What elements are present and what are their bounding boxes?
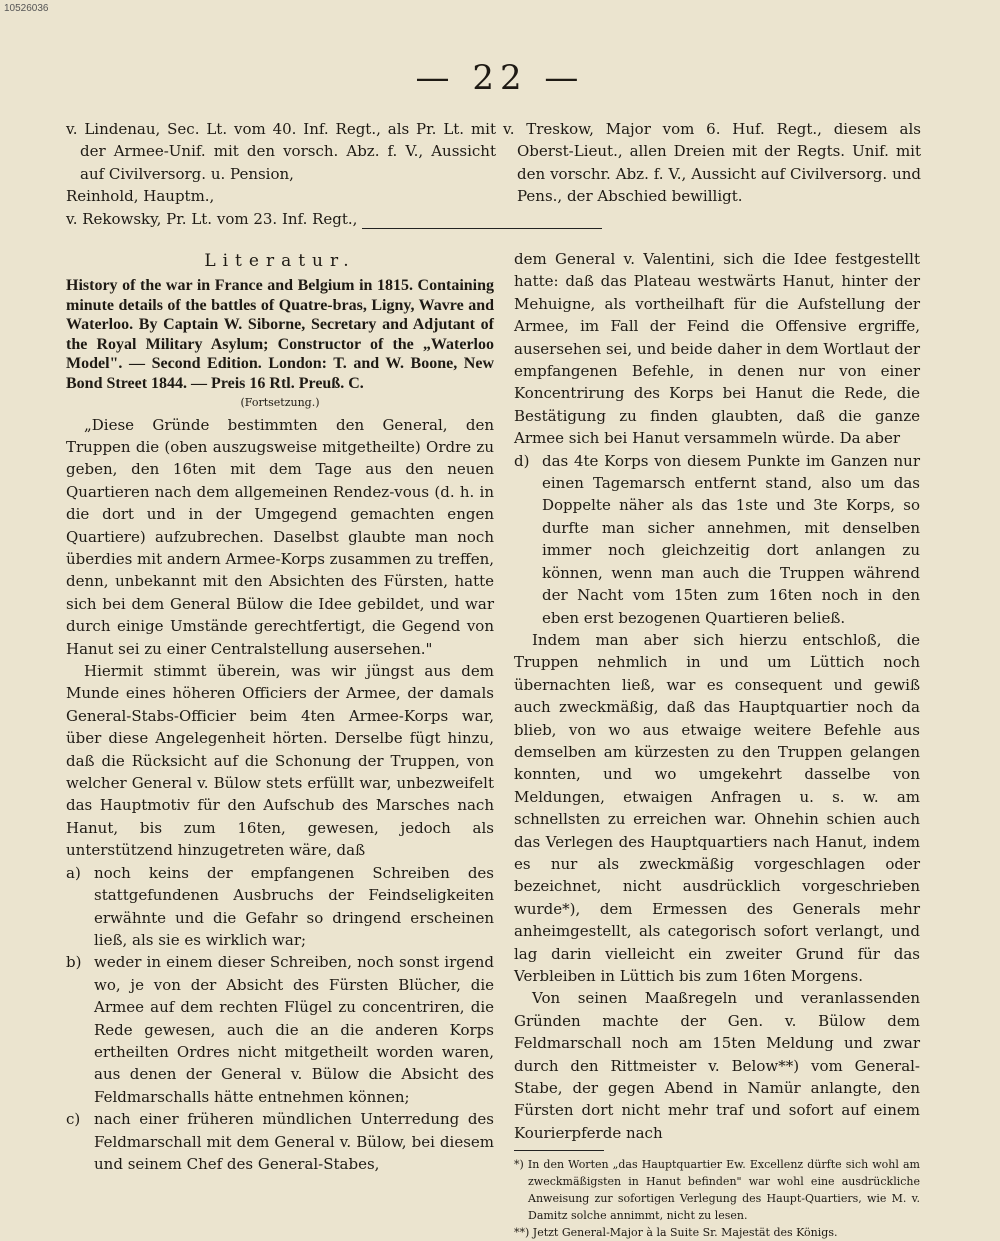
right-column — [514, 248, 920, 1241]
notice-entry-rekowsky: v. Rekowsky, Pr. Lt. vom 23. Inf. Regt., — [66, 209, 358, 228]
list-text: nach einer früheren mündlichen Unterredung des Feldmarschall mit dem General v. Bülow, bei diesem und seinem Chef des General-Stabes, — [94, 1110, 494, 1173]
notice-entry-treskow: v. Treskow, Major vom 6. Huf. Regt., diesem als Oberst-Lieut., allen Dreien mit der Regts. Unif. mit den vorschr. Abz. f. V., Aussicht auf Civilversorg. und Pens., der Abschied bewilligt. — [503, 120, 921, 206]
notice-entry-reinhold: Reinhold, Hauptm., — [66, 187, 215, 206]
shelfmark: 10526036 — [4, 3, 49, 14]
list-item — [66, 862, 494, 952]
paragraph: dem General v. Valentini, sich die Idee festgestellt hatte: daß das Plateau westwärts Hanut, hinter der Mehuigne, als vortheilhaft für die Aufstellung der Armee, im Fall der Feind die Offensive ergriffe, ausersehen sei, und beide daher in dem Wortlaut der empfangenen Befehle, in denen nur von einer Koncentrirung des Korps bei Hanut die Rede, die Bestätigung zu finden glaubten, daß die ganze Armee sich bei Hanut versammeln würde. Da aber — [514, 250, 920, 448]
footnote: *) In den Worten „das Hauptquartier Ew. Excellenz dürfte sich wohl am zweckmäßigsten in Hanut befinden" war wohl eine ausdrückliche Anweisung zur sofortigen Verlegung des Haupt-Quartiers, wie M. v. Damitz solche annimmt, nicht zu lesen. — [514, 1158, 920, 1223]
paragraph: Von seinen Maaßregeln und veranlassenden Gründen machte der Gen. v. Bülow dem Feldmarschall noch am 15ten Meldung und zwar durch den Rittmeister v. Below**) vom General-Stabe, der gegen Abend in Namür anlangte, den Fürsten dort nicht mehr traf und sofort auf einem Kourierpferde nach — [514, 989, 920, 1142]
paragraph: Hiermit stimmt überein, was wir jüngst aus dem Munde eines höheren Officiers der Armee, der damals General-Stabs-Officier beim 4ten Armee-Korps war, über diese Angelegenheit hörten. Derselbe fügt hinzu, daß die Rücksicht auf die Schonung der Truppen, von welcher General v. Bülow stets erfüllt war, unbezweifelt das Hauptmotiv für den Aufschub des Marsches nach Hanut, bis zum 16ten, gewesen, jedoch als unterstützend hinzugetreten wäre, daß — [66, 662, 494, 860]
list-item — [66, 1108, 494, 1175]
list-label: d) — [514, 451, 530, 470]
list-label: a) — [66, 863, 81, 882]
paragraph: „Diese Gründe bestimmten den General, den Truppen die (oben auszugsweise mitgetheilte) Ordre zu geben, den 16ten mit dem Tage aus den neuen Quartieren nach dem allgemeinen Rendez-vous (d. h. in die dort und in der Umgegend gemachten engen Quartiere) aufzubrechen. Daselbst glaubte man noch überdies mit andern Armee-Korps zusammen zu treffen, denn, unbekannt mit den Absichten des Fürsten, hatte sich bei dem General Bülow die Idee gebildet, und war durch einige Umstände gerechtfertigt, die Gegend von Hanut sei zu einer Centralstellung ausersehen." — [66, 415, 494, 658]
list-text: noch keins der empfangenen Schreiben des stattgefundenen Ausbruchs der Feindseligkeiten erwähnte und die Gefahr so dringend erscheinen ließ, als sie es wirklich war; — [94, 863, 494, 949]
list-label: b) — [66, 953, 82, 972]
notice-entry-lindenau: v. Lindenau, Sec. Lt. vom 40. Inf. Regt., als Pr. Lt. mit der Armee-Unif. mit den vorsch. Abz. f. V., Aussicht auf Civilversorg. u. Pension, — [66, 120, 496, 183]
top-right-column — [503, 118, 921, 208]
footnote: **) Jetzt General-Major à la Suite Sr. Majestät des Königs. — [514, 1226, 838, 1240]
list-item — [66, 951, 494, 1108]
book-title: History of the war in France and Belgium in 1815. Containing minute details of the battles of Quatre-bras, Ligny, Wavre and Waterloo. By Captain W. Siborne, Secretary and Adjutant of the Royal Military Asylum; Constructor of the „Waterloo Model". — Second Edition. London: T. and W. Boone, New Bond Street 1844. — Preis 16 Rtl. Preuß. C. — [66, 277, 494, 392]
list-label: c) — [66, 1110, 81, 1129]
list-text: das 4te Korps von diesem Punkte im Ganzen nur einen Tagemarsch entfernt stand, also um das Doppelte näher als das 1ste und 3te Korps, so durfte man sicher annehmen, mit denselben immer noch gleichzeitig dort anlangen zu können, wenn man auch die Truppen während der Nacht vom 15ten zum 16ten noch in den eben erst bezogenen Quartieren beließ. — [542, 451, 920, 627]
section-heading: Literatur. — [204, 251, 356, 271]
section-divider — [362, 228, 602, 229]
list-item — [514, 450, 920, 629]
page-number: — 22 — — [415, 58, 585, 98]
paragraph: Indem man aber sich hierzu entschloß, die Truppen nehmlich in und um Lüttich noch übernachten ließ, war es consequent und gewiß auch zweckmäßig, daß das Hauptquartier noch da blieb, von wo aus etwaige weitere Befehle aus demselben am kürzesten zu den Truppen gelangen konnten, und wo umgekehrt dasselbe von Meldungen, etwaigen Anfragen u. s. w. am schnellsten zu erreichen war. Ohnehin schien auch das Verlegen des Hauptquartiers nach Hanut, indem es nur als zweckmäßig vorgeschlagen oder bezeichnet, nicht ausdrücklich vorgeschrieben wurde*), dem Ermessen des Generals mehr anheimgestellt, als categorisch sofort verlangt, und lag darin vielleicht ein zweiter Grund für das Verbleiben in Lüttich bis zum 16ten Morgens. — [514, 630, 920, 985]
continuation-note: (Fortsetzung.) — [240, 395, 320, 409]
top-left-column — [66, 118, 496, 230]
footnote-rule — [514, 1150, 604, 1151]
left-column — [66, 248, 494, 1175]
list-text: weder in einem dieser Schreiben, noch sonst irgend wo, je von der Absicht des Fürsten Blücher, die Armee auf dem rechten Flügel zu concentriren, die Rede gewesen, auch die an die anderen Korps ertheilten Ordres nicht mitgetheilt worden waren, aus denen der General v. Bülow die Absicht des Feldmarschalls hätte entnehmen können; — [94, 953, 494, 1106]
